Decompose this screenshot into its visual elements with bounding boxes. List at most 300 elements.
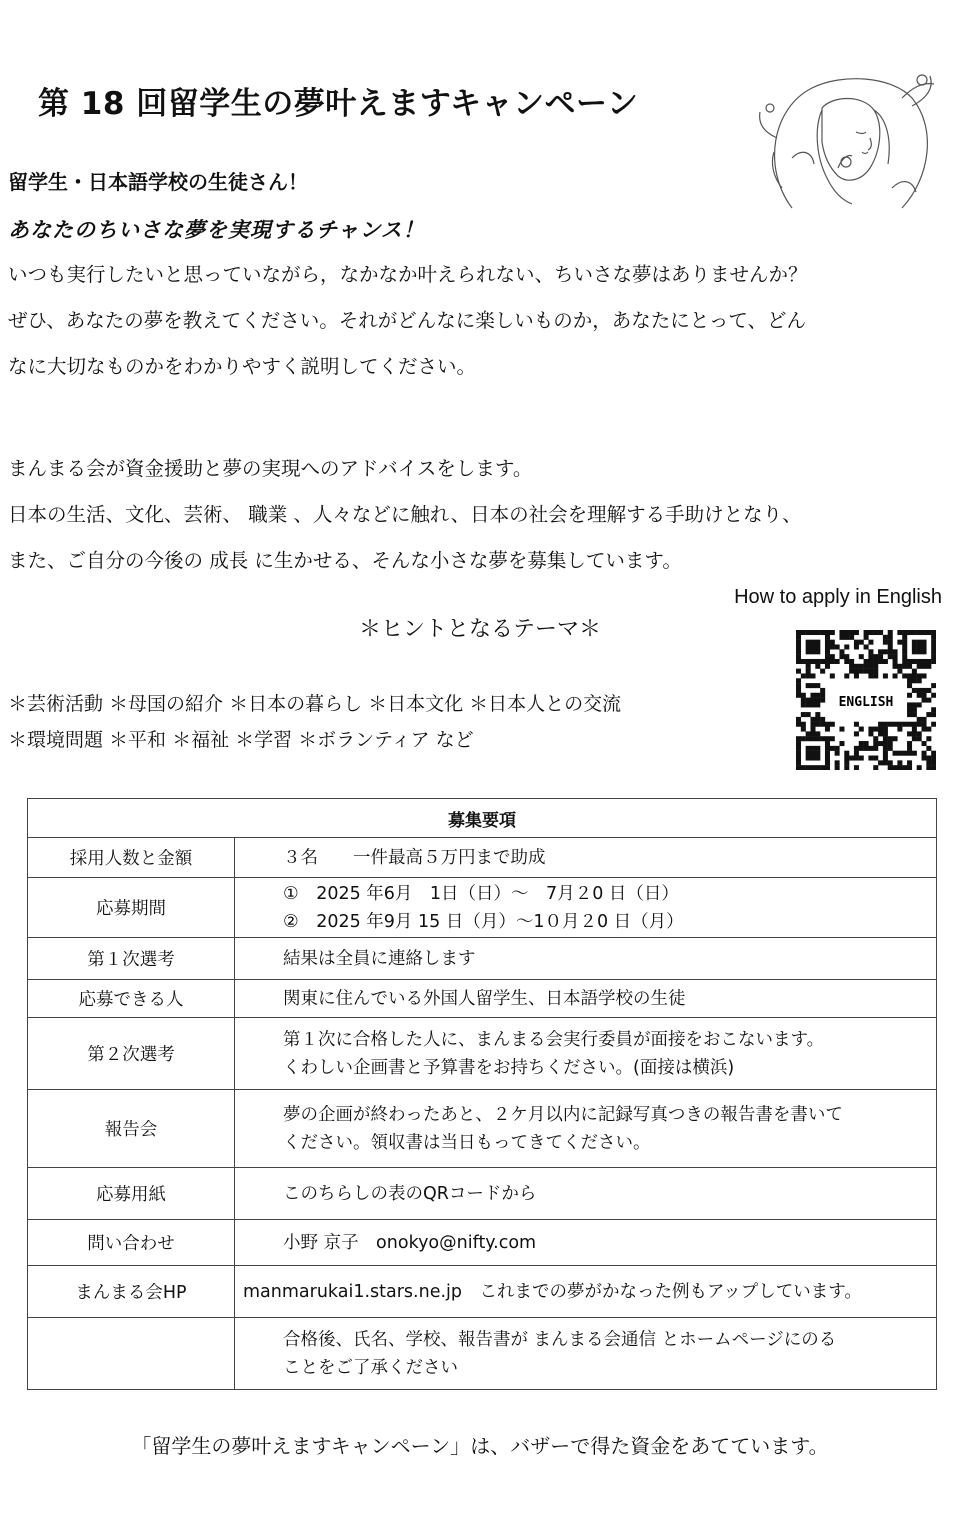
qr-module — [844, 756, 849, 761]
qr-module — [839, 654, 844, 659]
row-value-line: 第１次に合格した人に、まんまる会実行委員が面接をおこないます。 — [283, 1029, 825, 1050]
qr-module — [844, 673, 849, 678]
row-value — [235, 1168, 937, 1220]
qr-module — [922, 717, 927, 722]
qr-module — [830, 630, 835, 635]
qr-module — [917, 688, 922, 693]
qr-module — [893, 659, 898, 664]
qr-module — [796, 630, 801, 635]
qr-module — [806, 630, 811, 635]
row-value-line: ことをご了承ください — [283, 1357, 458, 1378]
row-label: まんまる会HP — [28, 1266, 235, 1318]
qr-module — [868, 727, 873, 732]
qr-module — [917, 736, 922, 741]
how-to-apply-link[interactable]: How to apply in English — [734, 586, 942, 608]
qr-module — [893, 664, 898, 669]
qr-module — [810, 702, 815, 707]
qr-english-label: ENGLISH — [838, 695, 894, 710]
qr-module — [873, 727, 878, 732]
qr-module — [810, 630, 815, 635]
qr-module — [897, 765, 902, 770]
qr-module — [859, 746, 864, 751]
qr-module — [868, 630, 873, 635]
support-line-3: また、ご自分の今後の 成長 に生かせる、そんな小さな夢を募集しています。 — [8, 549, 682, 572]
qr-module — [844, 635, 849, 640]
qr-module — [883, 722, 888, 727]
qr-module — [902, 659, 907, 664]
qr-module — [830, 746, 835, 751]
qr-module — [835, 746, 840, 751]
row-value — [235, 1220, 937, 1266]
qr-module — [883, 659, 888, 664]
qr-module — [878, 649, 883, 654]
qr-module — [839, 741, 844, 746]
qr-module — [801, 702, 806, 707]
qr-module — [883, 731, 888, 736]
qr-module — [801, 722, 806, 727]
qr-module — [931, 644, 936, 649]
qr-module — [917, 673, 922, 678]
qr-module — [873, 736, 878, 741]
qr-module — [873, 673, 878, 678]
row-value — [235, 1090, 937, 1168]
qr-module — [859, 640, 864, 645]
qr-module — [849, 659, 854, 664]
qr-module — [873, 669, 878, 674]
qr-module — [902, 664, 907, 669]
qr-module — [796, 756, 801, 761]
qr-module — [820, 736, 825, 741]
qr-module — [893, 736, 898, 741]
qr-module — [922, 659, 927, 664]
qr-module — [907, 707, 912, 712]
qr-module — [883, 746, 888, 751]
qr-module — [801, 727, 806, 732]
qr-module — [897, 727, 902, 732]
qr-module — [917, 649, 922, 654]
qr-module — [868, 659, 873, 664]
qr-module — [825, 664, 830, 669]
qr-module — [907, 731, 912, 736]
table-header: 募集要項 — [28, 799, 937, 838]
qr-module — [806, 698, 811, 703]
qr-module — [796, 717, 801, 722]
qr-module — [844, 765, 849, 770]
qr-module — [854, 765, 859, 770]
qr-module — [854, 746, 859, 751]
qr-module — [864, 644, 869, 649]
qr-module — [815, 698, 820, 703]
table-row — [28, 1090, 937, 1168]
qr-module — [931, 693, 936, 698]
qr-module — [806, 731, 811, 736]
qr-module — [926, 698, 931, 703]
qr-module — [922, 649, 927, 654]
qr-module — [810, 698, 815, 703]
row-value-line: ください。領収書は当日もってきてください。 — [283, 1132, 651, 1153]
qr-module — [839, 727, 844, 732]
qr-module — [917, 678, 922, 683]
qr-module — [912, 736, 917, 741]
qr-module — [854, 722, 859, 727]
page-title: 第 18 回留学生の夢叶えますキャンペーン — [38, 86, 639, 122]
qr-module — [888, 722, 893, 727]
row-value — [235, 1018, 937, 1090]
qr-module — [859, 741, 864, 746]
qr-module — [902, 765, 907, 770]
qr-module — [815, 644, 820, 649]
qr-module — [815, 649, 820, 654]
qr-module — [897, 640, 902, 645]
qr-module — [820, 630, 825, 635]
girl-illustration — [752, 68, 942, 218]
qr-module — [922, 664, 927, 669]
qr-module — [917, 717, 922, 722]
qr-module — [912, 678, 917, 683]
qr-module — [830, 640, 835, 645]
qr-module — [926, 630, 931, 635]
qr-module — [907, 746, 912, 751]
qr-module — [931, 659, 936, 664]
qr-module — [912, 673, 917, 678]
qr-module — [815, 683, 820, 688]
table-row — [28, 1318, 937, 1390]
qr-module — [815, 630, 820, 635]
qr-module — [801, 630, 806, 635]
qr-module — [844, 760, 849, 765]
qr-module — [806, 712, 811, 717]
qr-module — [912, 640, 917, 645]
qr-module — [849, 756, 854, 761]
qr-module — [922, 630, 927, 635]
qr-module — [893, 751, 898, 756]
qr-module — [796, 751, 801, 756]
qr-module — [844, 630, 849, 635]
qr-module — [820, 693, 825, 698]
qr-module — [796, 693, 801, 698]
row-value-line: ① 2025 年6月 1日（日）～ 7月２0 日（日） — [283, 883, 679, 904]
qr-module — [864, 741, 869, 746]
qr-module — [917, 722, 922, 727]
qr-code[interactable] — [796, 630, 936, 770]
qr-module — [830, 673, 835, 678]
qr-module — [931, 760, 936, 765]
hint-theme-title: ＊ヒントとなるテーマ＊ — [358, 617, 601, 642]
qr-module — [825, 635, 830, 640]
qr-module — [796, 640, 801, 645]
qr-module — [907, 712, 912, 717]
qr-module — [926, 756, 931, 761]
qr-module — [883, 741, 888, 746]
row-label: 第２次選考 — [28, 1018, 235, 1090]
qr-module — [912, 751, 917, 756]
qr-module — [844, 751, 849, 756]
qr-module — [801, 765, 806, 770]
qr-module — [810, 640, 815, 645]
qr-module — [806, 736, 811, 741]
qr-module — [931, 654, 936, 659]
qr-module — [931, 722, 936, 727]
qr-module — [907, 741, 912, 746]
qr-module — [907, 630, 912, 635]
qr-module — [859, 727, 864, 732]
table-row — [28, 980, 937, 1018]
qr-module — [897, 751, 902, 756]
qr-module — [796, 659, 801, 664]
qr-module — [806, 702, 811, 707]
qr-module — [888, 654, 893, 659]
qr-module — [815, 751, 820, 756]
qr-module — [931, 649, 936, 654]
qr-module — [883, 673, 888, 678]
qr-module — [888, 741, 893, 746]
qr-module — [815, 659, 820, 664]
qr-module — [796, 669, 801, 674]
qr-module — [868, 673, 873, 678]
qr-module — [825, 659, 830, 664]
qr-module — [873, 746, 878, 751]
qr-module — [917, 659, 922, 664]
qr-module — [815, 712, 820, 717]
homepage-link[interactable]: manmarukai1.stars.ne.jp これまでの夢がかなった例もアップしています。 — [243, 1281, 862, 1302]
row-value-line: くわしい企画書と予算書をお持ちください。(面接は横浜) — [283, 1057, 735, 1078]
qr-module — [917, 765, 922, 770]
qr-module — [912, 669, 917, 674]
qr-module — [835, 659, 840, 664]
qr-module — [893, 765, 898, 770]
qr-module — [912, 644, 917, 649]
qr-module — [912, 659, 917, 664]
qr-module — [806, 673, 811, 678]
qr-module — [854, 644, 859, 649]
requirements-table — [27, 798, 937, 1390]
qr-module — [888, 746, 893, 751]
qr-module — [873, 741, 878, 746]
row-label: 問い合わせ — [28, 1220, 235, 1266]
qr-module — [878, 659, 883, 664]
qr-module — [868, 756, 873, 761]
qr-module — [810, 765, 815, 770]
qr-module — [825, 751, 830, 756]
qr-module — [810, 717, 815, 722]
qr-module — [931, 712, 936, 717]
qr-module — [854, 673, 859, 678]
qr-module — [854, 640, 859, 645]
row-label: 応募期間 — [28, 878, 235, 938]
row-label: 報告会 — [28, 1090, 235, 1168]
qr-module — [806, 659, 811, 664]
qr-module — [815, 640, 820, 645]
qr-module — [825, 741, 830, 746]
qr-module — [815, 746, 820, 751]
qr-module — [839, 635, 844, 640]
qr-module — [830, 659, 835, 664]
qr-module — [912, 707, 917, 712]
qr-module — [878, 630, 883, 635]
qr-module — [931, 640, 936, 645]
table-row — [28, 1018, 937, 1090]
qr-module — [854, 669, 859, 674]
qr-module — [888, 644, 893, 649]
row-value — [235, 980, 937, 1018]
qr-module — [883, 640, 888, 645]
qr-module — [902, 630, 907, 635]
qr-module — [810, 659, 815, 664]
qr-module — [883, 649, 888, 654]
qr-module — [873, 664, 878, 669]
qr-module — [926, 736, 931, 741]
heading-chance: あなたのちいさな夢を実現するチャンス！ — [8, 218, 425, 242]
qr-module — [820, 698, 825, 703]
qr-module — [815, 765, 820, 770]
qr-module — [835, 765, 840, 770]
qr-module — [907, 678, 912, 683]
qr-module — [931, 630, 936, 635]
qr-module — [815, 756, 820, 761]
qr-module — [806, 644, 811, 649]
qr-module — [931, 707, 936, 712]
row-value-line: 小野 京子 onokyo@nifty.com — [283, 1232, 537, 1253]
qr-module — [888, 760, 893, 765]
qr-module — [825, 654, 830, 659]
qr-module — [907, 702, 912, 707]
qr-module — [810, 736, 815, 741]
theme-row-2: ＊環境問題 ＊平和 ＊福祉 ＊学習 ＊ボランティア など — [8, 729, 474, 751]
qr-module — [825, 736, 830, 741]
qr-module — [854, 756, 859, 761]
qr-module — [815, 693, 820, 698]
qr-module — [844, 659, 849, 664]
qr-module — [922, 640, 927, 645]
qr-module — [931, 683, 936, 688]
qr-module — [864, 669, 869, 674]
qr-module — [917, 640, 922, 645]
qr-module — [859, 756, 864, 761]
qr-module — [878, 654, 883, 659]
qr-module — [907, 659, 912, 664]
qr-module — [830, 736, 835, 741]
row-value-line: 夢の企画が終わったあと、２ケ月以内に記録写真つきの報告書を書いて — [283, 1104, 843, 1125]
qr-module — [796, 644, 801, 649]
qr-module — [849, 664, 854, 669]
qr-module — [820, 717, 825, 722]
qr-module — [868, 669, 873, 674]
qr-module — [796, 760, 801, 765]
qr-module — [849, 630, 854, 635]
qr-module — [922, 722, 927, 727]
row-label: 応募用紙 — [28, 1168, 235, 1220]
qr-module — [859, 654, 864, 659]
qr-module — [883, 760, 888, 765]
qr-module — [820, 765, 825, 770]
qr-module — [859, 669, 864, 674]
row-value-line: ３名 一件最高５万円まで助成 — [283, 847, 546, 868]
qr-module — [931, 751, 936, 756]
qr-module — [912, 731, 917, 736]
intro-line-2: ぜひ、あなたの夢を教えてください。それがどんなに楽しいものか，あなたにとって、どん — [8, 309, 806, 332]
qr-module — [820, 659, 825, 664]
qr-module — [907, 722, 912, 727]
qr-module — [806, 746, 811, 751]
qr-module — [878, 727, 883, 732]
qr-module — [907, 751, 912, 756]
row-value-line: 結果は全員に連絡します — [283, 948, 476, 969]
qr-module — [806, 756, 811, 761]
qr-module — [796, 654, 801, 659]
qr-module — [897, 722, 902, 727]
qr-module — [806, 664, 811, 669]
qr-module — [897, 669, 902, 674]
qr-module — [810, 756, 815, 761]
qr-module — [922, 741, 927, 746]
row-value — [235, 938, 937, 980]
qr-module — [878, 741, 883, 746]
qr-module — [825, 746, 830, 751]
qr-module — [796, 635, 801, 640]
support-paragraph — [8, 446, 953, 584]
qr-module — [815, 731, 820, 736]
qr-module — [825, 760, 830, 765]
qr-module — [820, 688, 825, 693]
qr-module — [902, 751, 907, 756]
qr-module — [926, 688, 931, 693]
qr-module — [902, 722, 907, 727]
qr-module — [796, 722, 801, 727]
qr-module — [912, 649, 917, 654]
qr-module — [907, 683, 912, 688]
qr-module — [917, 644, 922, 649]
qr-module — [922, 673, 927, 678]
qr-module — [902, 654, 907, 659]
qr-module — [873, 756, 878, 761]
qr-module — [844, 644, 849, 649]
qr-module — [888, 765, 893, 770]
qr-module — [854, 630, 859, 635]
row-label: 応募できる人 — [28, 980, 235, 1018]
row-value-line: ② 2025 年9月 15 日（月）～1０月２0 日（月） — [283, 911, 684, 932]
qr-module — [873, 659, 878, 664]
qr-module — [868, 664, 873, 669]
qr-module — [912, 722, 917, 727]
qr-module — [859, 664, 864, 669]
qr-module — [830, 722, 835, 727]
qr-module — [897, 664, 902, 669]
qr-module — [830, 654, 835, 659]
qr-module — [825, 727, 830, 732]
qr-module — [806, 751, 811, 756]
qr-module — [810, 722, 815, 727]
intro-line-3: なに大切なものかをわかりやすく説明してください。 — [8, 355, 477, 378]
qr-module — [926, 727, 931, 732]
qr-module — [931, 756, 936, 761]
qr-module — [864, 635, 869, 640]
qr-module — [902, 649, 907, 654]
row-label: 採用人数と金額 — [28, 838, 235, 878]
qr-module — [922, 751, 927, 756]
qr-module — [849, 669, 854, 674]
qr-module — [820, 722, 825, 727]
qr-module — [917, 630, 922, 635]
qr-module — [854, 664, 859, 669]
qr-module — [907, 673, 912, 678]
qr-module — [810, 649, 815, 654]
qr-module — [796, 688, 801, 693]
table-row — [28, 938, 937, 980]
row-value-line: 合格後、氏名、学校、報告書が まんまる会通信 とホームページにのる — [283, 1329, 837, 1350]
qr-module — [922, 688, 927, 693]
table-row — [28, 1168, 937, 1220]
qr-module — [825, 644, 830, 649]
